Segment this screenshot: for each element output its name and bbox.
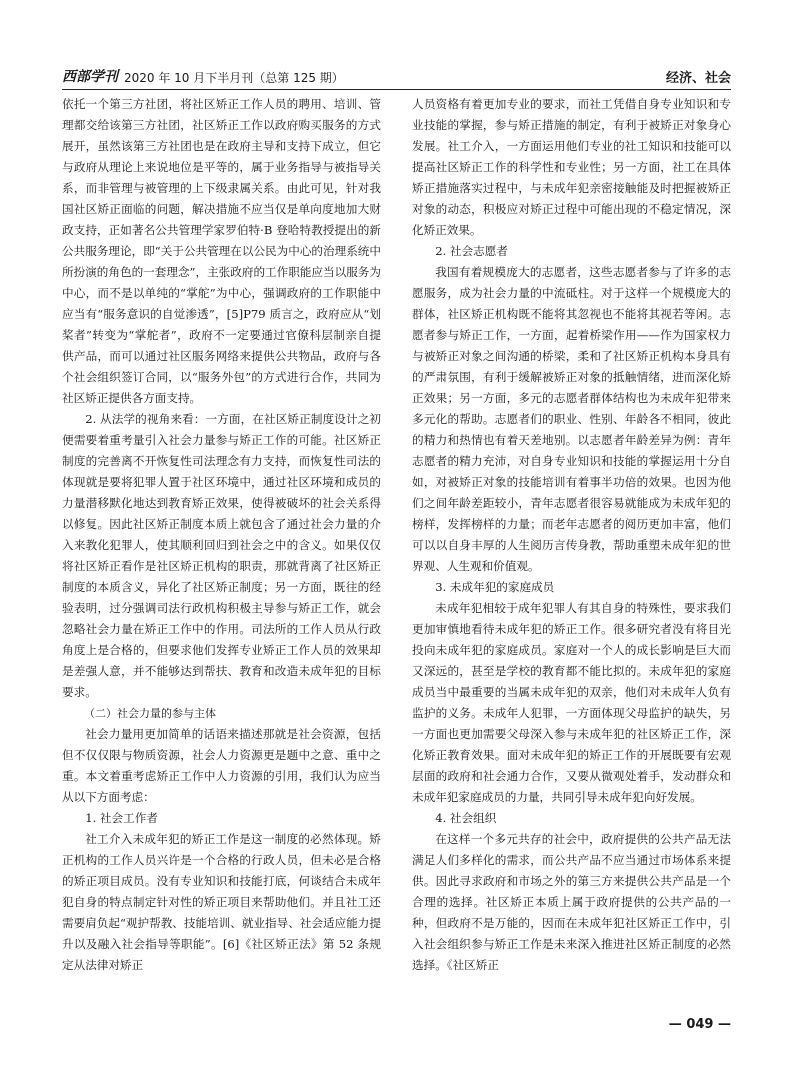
section-heading: （二）社会力量的参与主体 — [84, 707, 216, 720]
paragraph: 2. 从法学的视角来看：一方面，在社区矫正制度设计之初便需要着重考量引入社会力量参与矫正工作的可能。社区矫正制度的完善离不开恢复性司法理念有力支持，而恢复性司法的体现就是要将犯罪人置于社区环境中，通过社区环境和成员的力量潜移默化地达到教育矫正效果，使得被破坏的社会关系得以修复。因此社区矫正制度本质上就包含了通过社会力量的介入来教化犯罪人，使其顺利回归到社会之中的含义。如果仅仅将社区矫正看作是社区矫正机构的职责，那就背离了社区矫正制度的本质含义，异化了社区矫正制度；另一方面，既往的经验表明，过分强调司法行政机构积极主导参与矫正工作，就会忽略社会力量在矫正工作中的作用。司法所的工作人员从行政角度上是合格的，但要求他们发挥专业矫正工作人员的效果却是差强人意，并不能够达到帮扶、教育和改造未成年犯的目标要求。 — [62, 412, 381, 699]
journal-info — [62, 66, 344, 86]
left-column — [62, 94, 381, 1029]
page-number: — 049 — — [668, 1017, 731, 1032]
right-column — [412, 94, 731, 1029]
section-title: 经济、社会 — [665, 71, 731, 86]
section-heading: 4. 社会组织 — [435, 811, 497, 825]
paragraph: 人员资格有着更加专业的要求，而社工凭借自身专业知识和专业技能的掌握，参与矫正措施的制定，有利于被矫正对象身心发展。社工介入，一方面运用他们专业的社工知识和技能可以提高社区矫正工作的科学性和专业性；另一方面，社工在具体矫正措施落实过程中，与未成年犯亲密接触能及时把握被矫正对象的动态，积极应对矫正过程中可能出现的不稳定情况，深化矫正效果。 — [412, 97, 731, 237]
paragraph: 社会力量用更加简单的话语来描述那就是社会资源，包括但不仅仅限与物质资源，社会人力资源更是题中之意、重中之重。本文着重考虑矫正工作中人力资源的引用，我们认为应当从以下方面考虑： — [62, 727, 381, 804]
issue-info: 2020 年 10 月下半月刊（总第 125 期） — [124, 71, 344, 85]
paragraph: 社工介入未成年犯的矫正工作是这一制度的必然体现。矫正机构的工作人员兴许是一个合格的行政人员，但未必是合格的矫正项目成员。没有专业知识和技能打底，何谈结合未成年犯自身的特点制定针对性的矫正项目来帮助他们。并且社工还需要肩负起“观护帮教、技能培训、就业指导、社会适应能力提升以及融入社会指导等职能”。[6]《社区矫正法》第 52 条规定从法律对矫正 — [62, 832, 381, 972]
article-body — [62, 94, 731, 1029]
paragraph: 在这样一个多元共存的社会中，政府提供的公共产品无法满足人们多样化的需求，而公共产品不应当通过市场体系来提供。因此寻求政府和市场之外的第三方来提供公共产品是一个合理的选择。社区矫正本质上属于政府提供的公共产品的一种，但政府不是万能的，因而在未成年犯社区矫正工作中，引入社会组织参与矫正工作是未来深入推进社区矫正制度的必然选择。《社区矫正 — [412, 832, 731, 972]
running-header — [62, 62, 731, 90]
paragraph: 我国有着规模庞大的志愿者，这些志愿者参与了许多的志愿服务，成为社会力量的中流砥柱。对于这样一个规模庞大的群体，社区矫正机构既不能将其忽视也不能将其视若等闲。志愿者参与矫正工作，一方面，起着桥梁作用——作为国家权力与被矫正对象之间沟通的桥梁，柔和了社区矫正机构本身具有的严肃氛围，有利于缓解被矫正对象的抵触情绪，进而深化矫正效果；另一方面，多元的志愿者群体结构也为未成年犯带来多元化的帮助。志愿者们的职业、性别、年龄各不相同，彼此的精力和热情也有着天差地别。以志愿者年龄差异为例：青年志愿者的精力充沛，对自身专业知识和技能的掌握运用十分自如，对被矫正对象的技能培训有着事半功倍的效果。也因为他们之间年龄差距较小，青年志愿者很容易就能成为未成年犯的榜样，发挥榜样的力量；而老年志愿者的阅历更加丰富，他们可以以自身丰厚的人生阅历言传身教，帮助重塑未成年犯的世界观、人生观和价值观。 — [412, 265, 731, 573]
section-heading: 2. 社会志愿者 — [435, 244, 508, 258]
journal-logo: 西部学刊 — [62, 69, 118, 85]
paragraph: 未成年犯相较于成年犯罪人有其自身的特殊性，要求我们更加审慎地看待未成年犯的矫正工作。很多研究者没有将目光投向未成年犯的家庭成员。家庭对一个人的成长影响是巨大而又深远的，甚至是学校的教育都不能比拟的。未成年犯的家庭成员当中最重要的当属未成年犯的双亲，他们对未成年人负有监护的义务。未成年人犯罪，一方面体现父母监护的缺失，另一方面也更加需要父母深入参与未成年犯的社区矫正工作，深化矫正教育效果。面对未成年犯的矫正工作的开展既要有宏观层面的政府和社会通力合作，又要从微观处着手，发动群众和未成年犯家庭成员的力量，共同引导未成年犯向好发展。 — [412, 601, 731, 804]
section-heading: 3. 未成年犯的家庭成员 — [435, 580, 555, 594]
section-heading: 1. 社会工作者 — [85, 811, 158, 825]
paragraph: 依托一个第三方社团，将社区矫正工作人员的聘用、培训、管理都交给该第三方社团，社区矫正工作以政府购买服务的方式展开，虽然该第三方社团也是在政府主导和支持下成立，但它与政府从理论上来说地位是平等的，属于业务指导与被指导关系，而非管理与被管理的上下级隶属关系。由此可见，针对我国社区矫正面临的问题，解决措施不应当仅是单向度地加大财政支持，正如著名公共管理学家罗伯特·B 登哈特教授提出的新公共服务理论，即“关于公共管理在以公民为中心的治理系统中所扮演的角色的一套理念”，主张政府的工作职能应当以服务为中心，而不是以单纯的“掌舵”为中心，强调政府的工作职能中应当有“服务意识的自觉渗透”，[5]P79 质言之，政府应从“划桨者”转变为“掌舵者”，政府不一定要通过官僚科层制亲自提供产品，而可以通过社区服务网络来提供公共物品，政府与各个社会组织签订合同，以“服务外包”的方式进行合作，共同为社区矫正提供各方面支持。 — [62, 97, 381, 405]
